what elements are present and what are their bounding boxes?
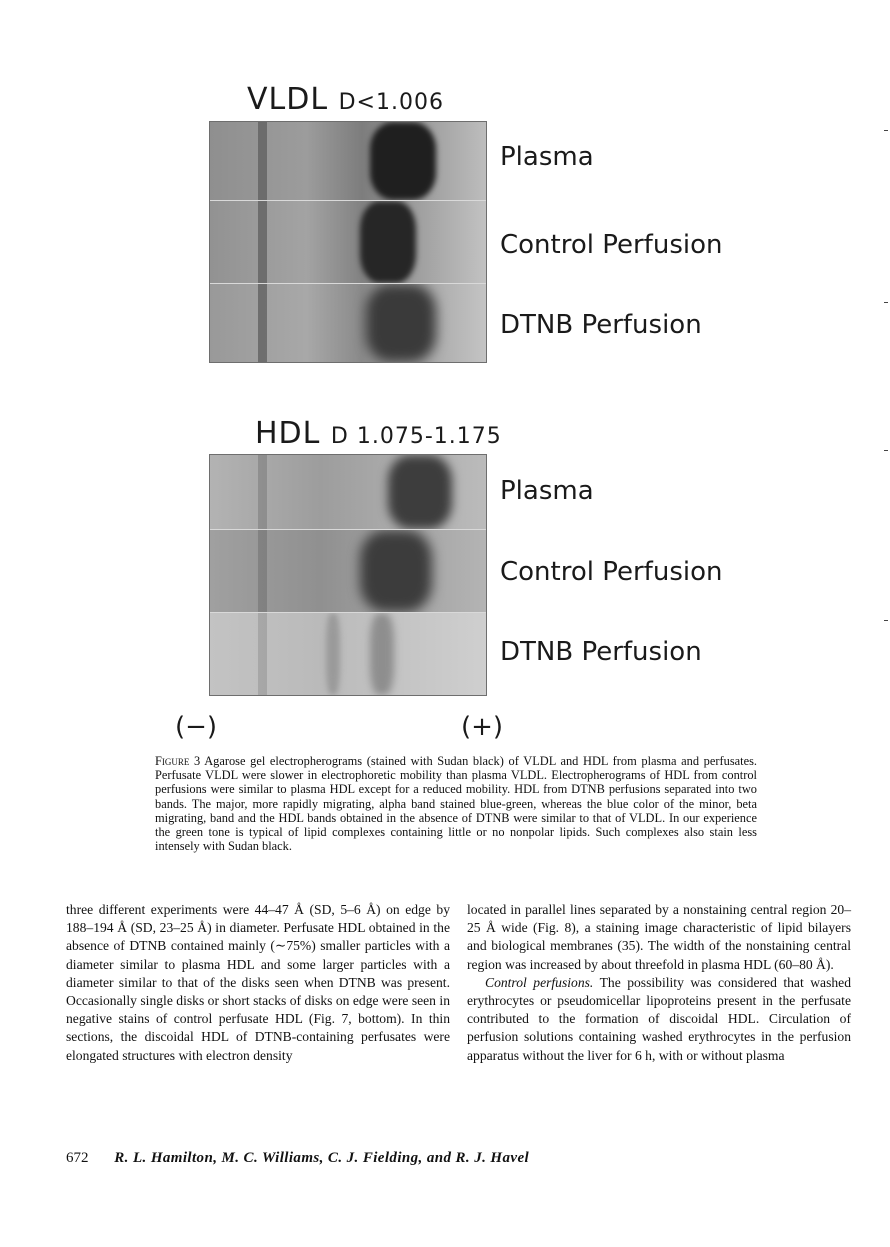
vldl-lane-plasma (210, 122, 486, 201)
vldl-gel-image (209, 121, 487, 363)
caption-label: Figure 3 (155, 754, 201, 768)
vldl-origin-stripe (258, 284, 267, 362)
hdl-lane-control (210, 530, 486, 613)
vldl-origin-stripe (258, 201, 267, 283)
hdl-label-plasma: Plasma (500, 476, 594, 506)
hdl-lane-plasma (210, 455, 486, 530)
hdl-origin-stripe (258, 613, 267, 695)
hdl-origin-stripe (258, 455, 267, 529)
hdl-title-density: D 1.075-1.175 (330, 424, 502, 449)
scan-edge-mark (884, 450, 888, 451)
body-left-column (66, 901, 450, 1065)
figure-caption (155, 754, 757, 853)
scan-edge-mark (884, 302, 888, 303)
vldl-lane-control (210, 201, 486, 284)
hdl-lane-dtnb (210, 613, 486, 695)
hdl-gel-title (255, 416, 502, 451)
body-right-column (467, 901, 851, 1065)
vldl-lane-dtnb (210, 284, 486, 362)
polarity-positive: (+) (461, 712, 504, 742)
caption-text: Agarose gel electropherograms (stained with Sudan black) of VLDL and HDL from plasma and perfusates. Perfusate VLDL were slower in electrophoretic mobility than plasma VLDL. Electropherograms of HDL from control perfusions were similar to plasma HDL except for a reduced mobility. HDL from DTNB perfusions separated into two bands. The major, more rapidly migrating, alpha band stained blue-green, whereas the blue color of the minor, beta migrating, band and the HDL bands obtained in the absence of DTNB were similar to that of VLDL. In our experience the green tone is typical of lipid complexes containing little or no nonpolar lipids. Such complexes also stain less intensely with Sudan black. (155, 754, 757, 854)
vldl-title-main: VLDL (247, 82, 329, 117)
author-line: R. L. Hamilton, M. C. Williams, C. J. Fielding, and R. J. Havel (114, 1150, 530, 1166)
hdl-dtnb-alpha-band (370, 613, 394, 695)
right-column-paragraph-2 (467, 974, 851, 1065)
hdl-dtnb-beta-band (326, 613, 340, 695)
hdl-label-control: Control Perfusion (500, 557, 723, 587)
vldl-label-control: Control Perfusion (500, 230, 723, 260)
hdl-gel-image (209, 454, 487, 696)
vldl-label-dtnb: DTNB Perfusion (500, 310, 702, 340)
polarity-negative: (−) (175, 712, 218, 742)
control-perfusions-heading: Control perfusions. (485, 974, 594, 990)
hdl-plasma-band (388, 455, 452, 529)
right-column-paragraph-1: located in parallel lines separated by a nonstaining central region 20–25 Å wide (Fig. 8), a staining image characteristic of lipid bilayers and biological membranes (35). The width of the nonstaining central region was increased by about threefold in plasma HDL (60–80 Å). (467, 902, 851, 972)
page-footer (66, 1150, 826, 1167)
vldl-origin-stripe (258, 122, 267, 200)
figure-3-panel (175, 82, 732, 750)
vldl-gel-title (247, 82, 444, 117)
vldl-control-band (360, 201, 416, 283)
control-perfusions-text: The possibility was considered that washed erythrocytes or pseudomicellar lipoproteins present in the perfusate contributed to the formation of discoidal HDL. Circulation of perfusion solutions containing washed erythrocytes in the perfusion apparatus without the liver for 6 h, with or without plasma (467, 974, 852, 1063)
scan-edge-mark (884, 130, 888, 131)
vldl-dtnb-band (366, 284, 436, 362)
hdl-title-main: HDL (255, 416, 321, 451)
vldl-title-density: D<1.006 (338, 90, 444, 115)
hdl-origin-stripe (258, 530, 267, 612)
left-column-paragraph: three different experiments were 44–47 Å (SD, 5–6 Å) on edge by 188–194 Å (SD, 23–25 Å) in diameter. Perfusate HDL obtained in the absence of DTNB contained mainly (∼75%) smaller particles with a diameter similar to plasma HDL and some larger particles with a diameter similar to that of the disks seen when DTNB was present. Occasionally single disks or short stacks of disks on edge were seen in negative stains of control perfusate HDL (Fig. 7, bottom). In thin sections, the discoidal HDL of DTNB-containing perfusates were elongated structures with electron density (66, 902, 450, 1063)
hdl-control-band (360, 530, 432, 612)
scan-edge-mark (884, 620, 888, 621)
page-number: 672 (66, 1150, 89, 1166)
hdl-label-dtnb: DTNB Perfusion (500, 637, 702, 667)
vldl-plasma-band (370, 122, 436, 200)
vldl-label-plasma: Plasma (500, 142, 594, 172)
